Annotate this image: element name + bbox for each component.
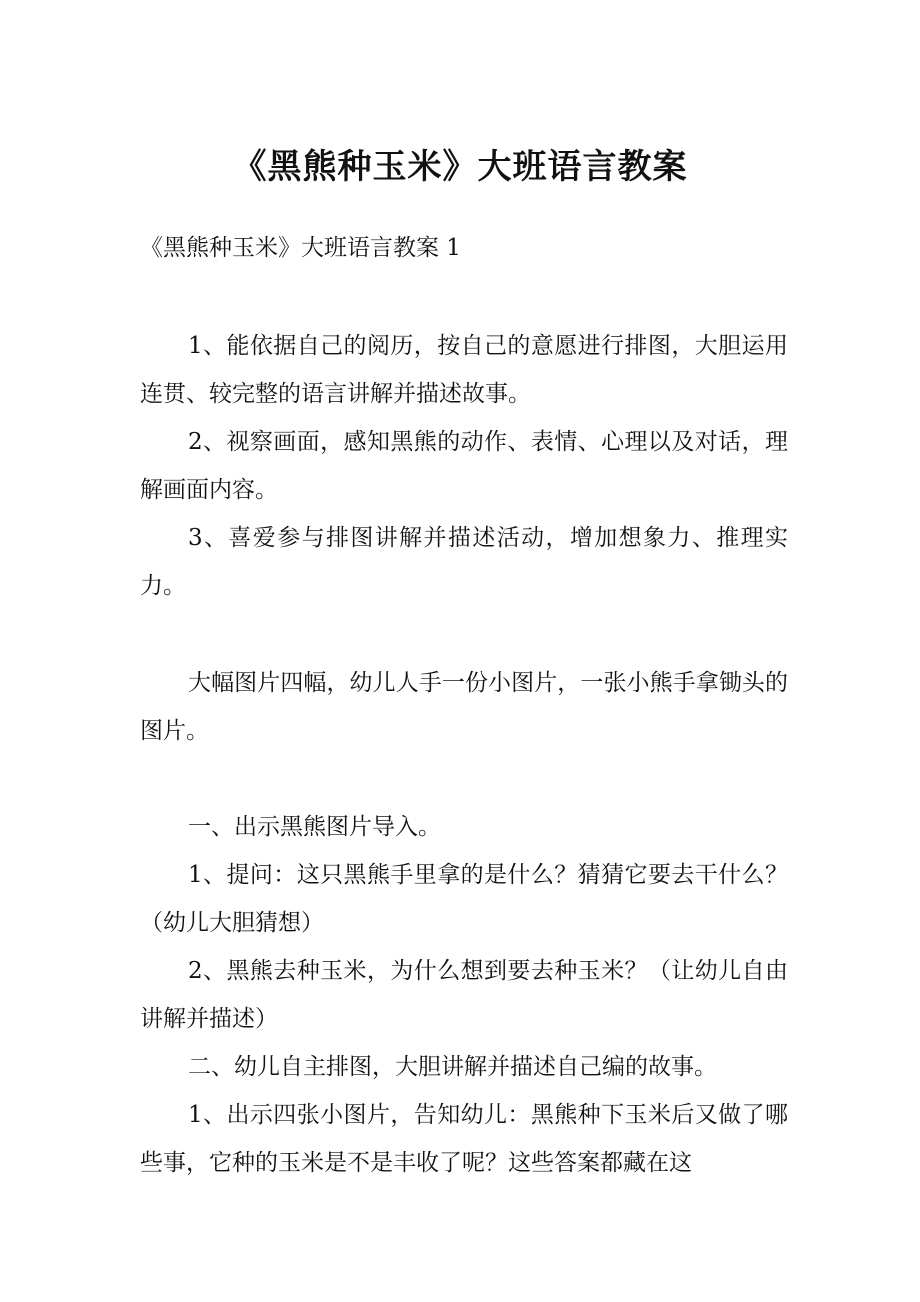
goal-paragraph-3: 3、喜爱参与排图讲解并描述活动，增加想象力、推理实力。 — [140, 525, 788, 599]
document-subtitle: 《黑熊种玉米》大班语言教案 1 — [140, 235, 461, 261]
process-paragraph-1: 1、提问：这只黑熊手里拿的是什么？猜猜它要去干什么？（幼儿大胆猜想） — [140, 862, 788, 936]
goal-paragraph-2: 2、视察画面，感知黑熊的动作、表情、心理以及对话，理解画面内容。 — [140, 429, 788, 503]
process-paragraph-3: 1、出示四张小图片，告知幼儿：黑熊种下玉米后又做了哪些事，它种的玉米是不是丰收了呢？这些答案都藏在这 — [140, 1102, 788, 1176]
process-heading-2: 二、幼儿自主排图，大胆讲解并描述自己编的故事。 — [188, 1054, 717, 1080]
process-paragraph-2: 2、黑熊去种玉米，为什么想到要去种玉米？（让幼儿自由讲解并描述） — [140, 958, 788, 1032]
document-title: 《黑熊种玉米》大班语言教案 — [232, 147, 688, 187]
goal-paragraph-1: 1、能依据自己的阅历，按自己的意愿进行排图，大胆运用连贯、较完整的语言讲解并描述故事。 — [140, 333, 788, 407]
materials-paragraph: 大幅图片四幅，幼儿人手一份小图片，一张小熊手拿锄头的图片。 — [140, 670, 788, 744]
process-heading-1: 一、出示黑熊图片导入。 — [188, 814, 441, 840]
